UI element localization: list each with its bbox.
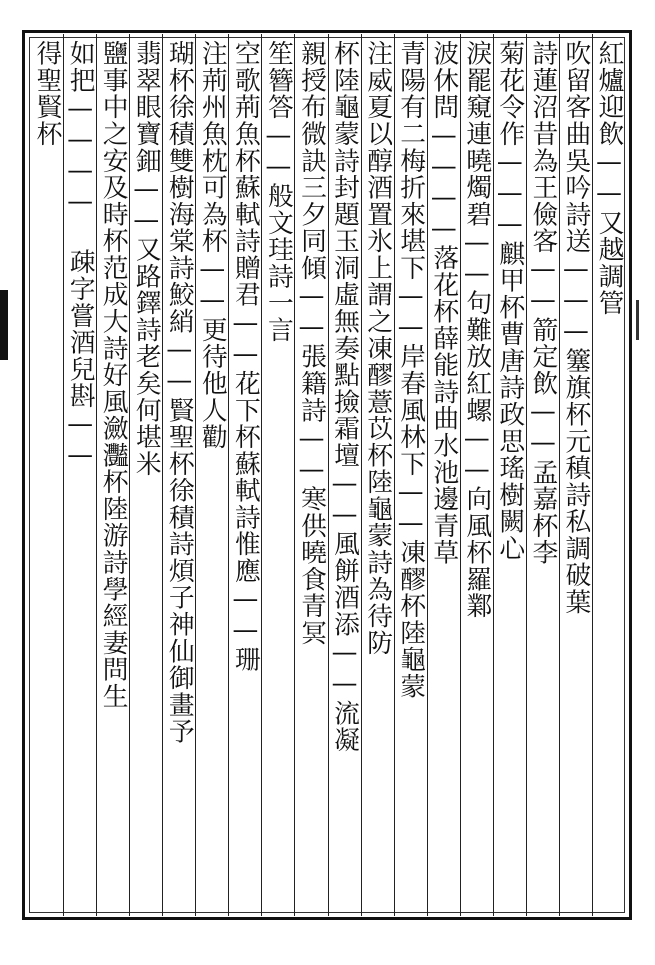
text-column: 吹留客曲吳吟詩送———簺旗杯元稹詩私調破葉 (560, 40, 591, 616)
column-rule (129, 34, 130, 916)
text-column: 杯陸龜蒙詩封題玉洞虛無奏點撿霜壇——風餅酒添——流凝 (329, 40, 360, 754)
column-rule (592, 34, 593, 916)
column-rule (195, 34, 196, 916)
column-rule (559, 34, 560, 916)
text-column: 翡翠眼寶鈿——又路鐸詩老矣何堪米 (131, 40, 162, 477)
text-column: 注威夏以醇酒置氷上謂之凍醪薏苡杯陸龜蒙詩為待防 (362, 40, 393, 656)
text-column: 如把———— 疎字嘗酒兒斟—— (65, 40, 96, 472)
column-rule (294, 34, 295, 916)
column-rule (63, 34, 64, 916)
text-column: 親授布微訣三夕同傾——張籍詩——寒供曉食青冥 (296, 40, 327, 647)
column-rule (261, 34, 262, 916)
text-column: 瑚杯徐積雙樹海棠詩鮫綃——賢聖杯徐積詩煩子神仙御畫予 (164, 40, 195, 745)
column-rule (96, 34, 97, 916)
text-column: 淚罷窺連曉燭碧——句難放紅螺——向風杯羅鄴 (461, 40, 492, 620)
column-rule (460, 34, 461, 916)
text-column: 青陽有二梅折來堪下——岸春風林下——凍醪杯陸龜蒙 (395, 40, 426, 700)
column-rule (228, 34, 229, 916)
column-rule (328, 34, 329, 916)
text-column: 詩蓮沼昔為王儉客——箭定飲——孟嘉杯李 (527, 40, 558, 566)
text-column: 紅爐迎飲——又越調管 (593, 40, 624, 317)
column-rule (361, 34, 362, 916)
left-edge-mark (0, 290, 8, 360)
text-column: 鹽事中之安及時杯范成大詩好風瀲灩杯陸游詩學經妻問生 (98, 40, 129, 710)
text-column: 得聖賢杯 (32, 40, 63, 148)
text-column: 笙簪答——般文珪詩一言 (263, 40, 294, 344)
right-edge-mark (636, 300, 639, 340)
text-column: 菊花令作———麒甲杯曹唐詩政思瑤樹闕心 (494, 40, 525, 562)
text-column: 波休問————落花杯薛能詩曲水池邊青草 (428, 40, 459, 566)
column-rule (162, 34, 163, 916)
column-rule (526, 34, 527, 916)
column-rule (493, 34, 494, 916)
text-column: 空歌荊魚杯蘇軾詩贈君——花下杯蘇軾詩惟應——珊 (230, 40, 261, 673)
column-rule (394, 34, 395, 916)
text-column: 注荊州魚枕可為杯——更待他人勸 (197, 40, 228, 451)
column-rule (427, 34, 428, 916)
